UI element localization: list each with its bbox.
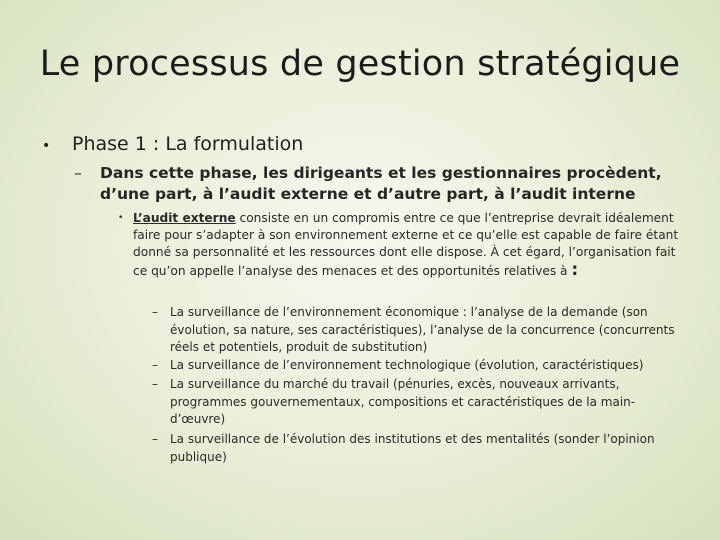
dash-icon: – bbox=[152, 358, 158, 372]
dash-icon: – bbox=[152, 432, 158, 446]
audit-externe-paragraph bbox=[118, 210, 693, 280]
colon: : bbox=[571, 259, 579, 280]
dash-icon: – bbox=[152, 377, 158, 391]
phase-description-text: Dans cette phase, les dirigeants et les gestionnaires procèdent, d’une part, à l’audit externe et d’autre part, à l’audit interne bbox=[100, 164, 662, 203]
list-item-text: La surveillance de l’environnement économique : l’analyse de la demande (son évolution, sa nature, ses caractéristiques), l’analyse de la concurrence (concurrents réels et potentiels, produit de substitution) bbox=[170, 305, 675, 355]
bullet-icon: • bbox=[118, 213, 124, 223]
list-item-text: La surveillance de l’évolution des institutions et des mentalités (sonder l’opinion publique) bbox=[170, 432, 655, 464]
list-item bbox=[152, 431, 680, 466]
phase-bullet bbox=[42, 133, 303, 155]
slide-title: Le processus de gestion stratégique bbox=[39, 44, 681, 84]
list-item-text: La surveillance de l’environnement technologique (évolution, caractéristiques) bbox=[170, 358, 644, 372]
list-item-text: La surveillance du marché du travail (pénuries, excès, nouveaux arrivants, programmes gouvernementaux, compositions et caractéristiques de la main-d’œuvre) bbox=[170, 377, 636, 427]
audit-externe-term: L’audit externe bbox=[133, 211, 236, 225]
list-item bbox=[152, 357, 680, 375]
phase-description bbox=[74, 163, 690, 205]
dash-icon: – bbox=[152, 305, 158, 319]
audit-externe-text: consiste en un compromis entre ce que l’entreprise devrait idéalement faire pour s’adapter à son environnement externe et ce qu’elle est capable de faire étant donné sa personnalité et les ressources dont elle dispose. À cet égard, l’organisation fait ce qu’on appelle l’analyse des menaces et des opportunités relatives à bbox=[133, 211, 679, 278]
list-item bbox=[152, 304, 680, 357]
dash-icon: – bbox=[74, 164, 82, 182]
bullet-icon: • bbox=[42, 138, 51, 154]
phase-heading: Phase 1 : La formulation bbox=[72, 133, 304, 155]
list-item bbox=[152, 376, 680, 429]
